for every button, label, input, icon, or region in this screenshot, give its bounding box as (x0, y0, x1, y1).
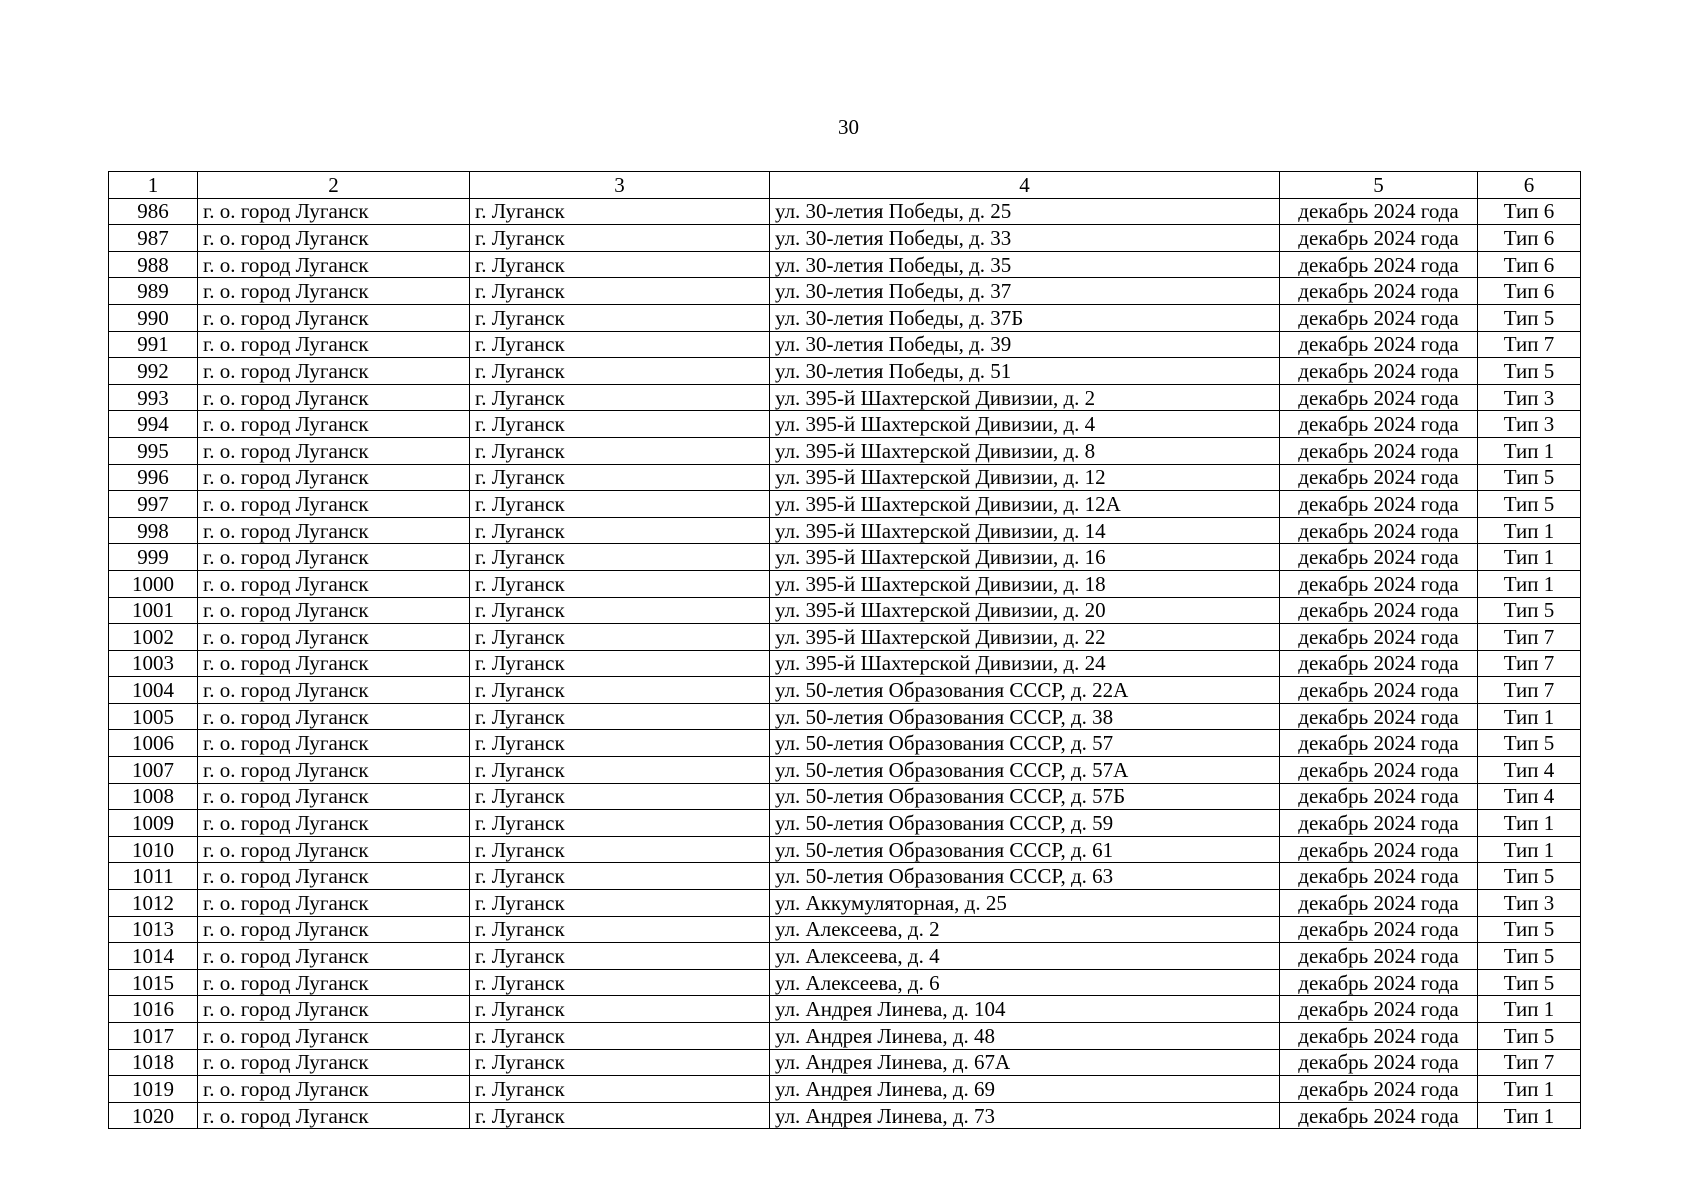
type-cell: Тип 1 (1478, 544, 1581, 571)
district-cell: г. о. город Луганск (198, 730, 470, 757)
row-number-cell: 1004 (109, 677, 198, 704)
district-cell: г. о. город Луганск (198, 570, 470, 597)
date-cell: декабрь 2024 года (1280, 996, 1478, 1023)
table-row (109, 464, 1581, 491)
city-cell: г. Луганск (470, 943, 770, 970)
type-cell: Тип 6 (1478, 251, 1581, 278)
table-row (109, 1023, 1581, 1050)
type-cell: Тип 3 (1478, 890, 1581, 917)
date-cell: декабрь 2024 года (1280, 517, 1478, 544)
row-number-cell: 1005 (109, 703, 198, 730)
type-cell: Тип 1 (1478, 1076, 1581, 1103)
district-cell: г. о. город Луганск (198, 437, 470, 464)
column-header: 2 (198, 172, 470, 199)
address-cell: ул. 30-летия Победы, д. 35 (770, 251, 1280, 278)
type-cell: Тип 4 (1478, 757, 1581, 784)
district-cell: г. о. город Луганск (198, 624, 470, 651)
table-row (109, 384, 1581, 411)
city-cell: г. Луганск (470, 810, 770, 837)
district-cell: г. о. город Луганск (198, 278, 470, 305)
table-body (109, 198, 1581, 1129)
date-cell: декабрь 2024 года (1280, 1023, 1478, 1050)
table-row (109, 890, 1581, 917)
date-cell: декабрь 2024 года (1280, 730, 1478, 757)
date-cell: декабрь 2024 года (1280, 757, 1478, 784)
type-cell: Тип 3 (1478, 384, 1581, 411)
table-row (109, 1102, 1581, 1129)
type-cell: Тип 5 (1478, 1023, 1581, 1050)
city-cell: г. Луганск (470, 225, 770, 252)
row-number-cell: 996 (109, 464, 198, 491)
date-cell: декабрь 2024 года (1280, 810, 1478, 837)
city-cell: г. Луганск (470, 570, 770, 597)
address-cell: ул. 50-летия Образования СССР, д. 38 (770, 703, 1280, 730)
address-cell: ул. 395-й Шахтерской Дивизии, д. 14 (770, 517, 1280, 544)
date-cell: декабрь 2024 года (1280, 597, 1478, 624)
row-number-cell: 1000 (109, 570, 198, 597)
row-number-cell: 993 (109, 384, 198, 411)
district-cell: г. о. город Луганск (198, 757, 470, 784)
date-cell: декабрь 2024 года (1280, 1102, 1478, 1129)
table-row (109, 916, 1581, 943)
city-cell: г. Луганск (470, 757, 770, 784)
city-cell: г. Луганск (470, 251, 770, 278)
table-row (109, 491, 1581, 518)
column-header: 5 (1280, 172, 1478, 199)
date-cell: декабрь 2024 года (1280, 836, 1478, 863)
row-number-cell: 997 (109, 491, 198, 518)
table-header (109, 172, 1581, 199)
row-number-cell: 1019 (109, 1076, 198, 1103)
address-cell: ул. 30-летия Победы, д. 51 (770, 358, 1280, 385)
district-cell: г. о. город Луганск (198, 597, 470, 624)
address-cell: ул. Алексеева, д. 6 (770, 969, 1280, 996)
date-cell: декабрь 2024 года (1280, 1049, 1478, 1076)
type-cell: Тип 5 (1478, 491, 1581, 518)
table-row (109, 996, 1581, 1023)
row-number-cell: 1016 (109, 996, 198, 1023)
date-cell: декабрь 2024 года (1280, 464, 1478, 491)
district-cell: г. о. город Луганск (198, 863, 470, 890)
district-cell: г. о. город Луганск (198, 783, 470, 810)
table-row (109, 943, 1581, 970)
address-cell: ул. Алексеева, д. 4 (770, 943, 1280, 970)
date-cell: декабрь 2024 года (1280, 198, 1478, 225)
address-cell: ул. Андрея Линева, д. 69 (770, 1076, 1280, 1103)
type-cell: Тип 5 (1478, 304, 1581, 331)
table-row (109, 624, 1581, 651)
row-number-cell: 1002 (109, 624, 198, 651)
table-row (109, 517, 1581, 544)
column-header: 4 (770, 172, 1280, 199)
row-number-cell: 1011 (109, 863, 198, 890)
column-header: 6 (1478, 172, 1581, 199)
row-number-cell: 1006 (109, 730, 198, 757)
address-cell: ул. 395-й Шахтерской Дивизии, д. 20 (770, 597, 1280, 624)
date-cell: декабрь 2024 года (1280, 943, 1478, 970)
city-cell: г. Луганск (470, 331, 770, 358)
date-cell: декабрь 2024 года (1280, 251, 1478, 278)
table-row (109, 544, 1581, 571)
row-number-cell: 999 (109, 544, 198, 571)
row-number-cell: 995 (109, 437, 198, 464)
district-cell: г. о. город Луганск (198, 890, 470, 917)
column-header: 1 (109, 172, 198, 199)
type-cell: Тип 7 (1478, 624, 1581, 651)
address-cell: ул. Андрея Линева, д. 48 (770, 1023, 1280, 1050)
type-cell: Тип 1 (1478, 1102, 1581, 1129)
address-cell: ул. 30-летия Победы, д. 37 (770, 278, 1280, 305)
table-row (109, 863, 1581, 890)
district-cell: г. о. город Луганск (198, 969, 470, 996)
type-cell: Тип 3 (1478, 411, 1581, 438)
address-cell: ул. 395-й Шахтерской Дивизии, д. 16 (770, 544, 1280, 571)
row-number-cell: 1017 (109, 1023, 198, 1050)
address-cell: ул. 395-й Шахтерской Дивизии, д. 2 (770, 384, 1280, 411)
type-cell: Тип 6 (1478, 198, 1581, 225)
table-row (109, 597, 1581, 624)
city-cell: г. Луганск (470, 890, 770, 917)
district-cell: г. о. город Луганск (198, 358, 470, 385)
district-cell: г. о. город Луганск (198, 384, 470, 411)
address-cell: ул. 50-летия Образования СССР, д. 57 (770, 730, 1280, 757)
table-row (109, 304, 1581, 331)
district-cell: г. о. город Луганск (198, 836, 470, 863)
district-cell: г. о. город Луганск (198, 304, 470, 331)
city-cell: г. Луганск (470, 491, 770, 518)
row-number-cell: 991 (109, 331, 198, 358)
type-cell: Тип 5 (1478, 943, 1581, 970)
address-cell: ул. Андрея Линева, д. 73 (770, 1102, 1280, 1129)
district-cell: г. о. город Луганск (198, 517, 470, 544)
district-cell: г. о. город Луганск (198, 1076, 470, 1103)
date-cell: декабрь 2024 года (1280, 969, 1478, 996)
city-cell: г. Луганск (470, 969, 770, 996)
date-cell: декабрь 2024 года (1280, 703, 1478, 730)
date-cell: декабрь 2024 года (1280, 225, 1478, 252)
table-row (109, 1049, 1581, 1076)
city-cell: г. Луганск (470, 677, 770, 704)
address-cell: ул. 395-й Шахтерской Дивизии, д. 12А (770, 491, 1280, 518)
column-header: 3 (470, 172, 770, 199)
row-number-cell: 990 (109, 304, 198, 331)
type-cell: Тип 5 (1478, 464, 1581, 491)
type-cell: Тип 1 (1478, 810, 1581, 837)
table-row (109, 358, 1581, 385)
city-cell: г. Луганск (470, 783, 770, 810)
table-row (109, 757, 1581, 784)
district-cell: г. о. город Луганск (198, 677, 470, 704)
district-cell: г. о. город Луганск (198, 225, 470, 252)
type-cell: Тип 5 (1478, 730, 1581, 757)
date-cell: декабрь 2024 года (1280, 570, 1478, 597)
type-cell: Тип 7 (1478, 650, 1581, 677)
row-number-cell: 989 (109, 278, 198, 305)
type-cell: Тип 6 (1478, 225, 1581, 252)
date-cell: декабрь 2024 года (1280, 890, 1478, 917)
date-cell: декабрь 2024 года (1280, 783, 1478, 810)
row-number-cell: 1020 (109, 1102, 198, 1129)
address-cell: ул. 50-летия Образования СССР, д. 63 (770, 863, 1280, 890)
district-cell: г. о. город Луганск (198, 996, 470, 1023)
row-number-cell: 1015 (109, 969, 198, 996)
city-cell: г. Луганск (470, 996, 770, 1023)
table-row (109, 251, 1581, 278)
city-cell: г. Луганск (470, 1076, 770, 1103)
row-number-cell: 986 (109, 198, 198, 225)
address-cell: ул. 395-й Шахтерской Дивизии, д. 24 (770, 650, 1280, 677)
district-cell: г. о. город Луганск (198, 650, 470, 677)
type-cell: Тип 5 (1478, 916, 1581, 943)
district-cell: г. о. город Луганск (198, 411, 470, 438)
city-cell: г. Луганск (470, 1102, 770, 1129)
date-cell: декабрь 2024 года (1280, 278, 1478, 305)
district-cell: г. о. город Луганск (198, 810, 470, 837)
date-cell: декабрь 2024 года (1280, 863, 1478, 890)
type-cell: Тип 1 (1478, 570, 1581, 597)
date-cell: декабрь 2024 года (1280, 411, 1478, 438)
address-cell: ул. Алексеева, д. 2 (770, 916, 1280, 943)
table-row (109, 650, 1581, 677)
address-cell: ул. Андрея Линева, д. 104 (770, 996, 1280, 1023)
type-cell: Тип 5 (1478, 969, 1581, 996)
address-cell: ул. 30-летия Победы, д. 33 (770, 225, 1280, 252)
address-cell: ул. 30-летия Победы, д. 25 (770, 198, 1280, 225)
district-cell: г. о. город Луганск (198, 544, 470, 571)
page-number: 30 (838, 115, 859, 139)
row-number-cell: 1003 (109, 650, 198, 677)
address-cell: ул. 30-летия Победы, д. 39 (770, 331, 1280, 358)
date-cell: декабрь 2024 года (1280, 650, 1478, 677)
table-row (109, 677, 1581, 704)
type-cell: Тип 6 (1478, 278, 1581, 305)
table-row (109, 198, 1581, 225)
city-cell: г. Луганск (470, 304, 770, 331)
city-cell: г. Луганск (470, 624, 770, 651)
district-cell: г. о. город Луганск (198, 331, 470, 358)
date-cell: декабрь 2024 года (1280, 304, 1478, 331)
city-cell: г. Луганск (470, 650, 770, 677)
district-cell: г. о. город Луганск (198, 198, 470, 225)
address-cell: ул. 395-й Шахтерской Дивизии, д. 8 (770, 437, 1280, 464)
city-cell: г. Луганск (470, 544, 770, 571)
table-row (109, 411, 1581, 438)
type-cell: Тип 1 (1478, 836, 1581, 863)
type-cell: Тип 5 (1478, 597, 1581, 624)
type-cell: Тип 7 (1478, 331, 1581, 358)
district-cell: г. о. город Луганск (198, 464, 470, 491)
type-cell: Тип 7 (1478, 677, 1581, 704)
table-row (109, 1076, 1581, 1103)
city-cell: г. Луганск (470, 384, 770, 411)
table-row (109, 278, 1581, 305)
date-cell: декабрь 2024 года (1280, 677, 1478, 704)
header-row (109, 172, 1581, 199)
address-cell: ул. 30-летия Победы, д. 37Б (770, 304, 1280, 331)
table-row (109, 969, 1581, 996)
city-cell: г. Луганск (470, 278, 770, 305)
address-cell: ул. 395-й Шахтерской Дивизии, д. 12 (770, 464, 1280, 491)
table-row (109, 331, 1581, 358)
address-cell: ул. Андрея Линева, д. 67А (770, 1049, 1280, 1076)
address-cell: ул. 50-летия Образования СССР, д. 57А (770, 757, 1280, 784)
type-cell: Тип 7 (1478, 1049, 1581, 1076)
city-cell: г. Луганск (470, 916, 770, 943)
address-cell: ул. 50-летия Образования СССР, д. 22А (770, 677, 1280, 704)
type-cell: Тип 1 (1478, 996, 1581, 1023)
city-cell: г. Луганск (470, 358, 770, 385)
city-cell: г. Луганск (470, 703, 770, 730)
table-row (109, 703, 1581, 730)
address-cell: ул. 395-й Шахтерской Дивизии, д. 18 (770, 570, 1280, 597)
date-cell: декабрь 2024 года (1280, 384, 1478, 411)
date-cell: декабрь 2024 года (1280, 331, 1478, 358)
table-row (109, 730, 1581, 757)
row-number-cell: 1009 (109, 810, 198, 837)
address-cell: ул. 50-летия Образования СССР, д. 61 (770, 836, 1280, 863)
city-cell: г. Луганск (470, 836, 770, 863)
address-cell: ул. 50-летия Образования СССР, д. 57Б (770, 783, 1280, 810)
table-row (109, 437, 1581, 464)
row-number-cell: 998 (109, 517, 198, 544)
row-number-cell: 988 (109, 251, 198, 278)
table-row (109, 836, 1581, 863)
city-cell: г. Луганск (470, 863, 770, 890)
row-number-cell: 1014 (109, 943, 198, 970)
city-cell: г. Луганск (470, 597, 770, 624)
city-cell: г. Луганск (470, 1023, 770, 1050)
row-number-cell: 992 (109, 358, 198, 385)
date-cell: декабрь 2024 года (1280, 358, 1478, 385)
date-cell: декабрь 2024 года (1280, 491, 1478, 518)
district-cell: г. о. город Луганск (198, 1023, 470, 1050)
table-row (109, 810, 1581, 837)
row-number-cell: 994 (109, 411, 198, 438)
city-cell: г. Луганск (470, 198, 770, 225)
date-cell: декабрь 2024 года (1280, 916, 1478, 943)
city-cell: г. Луганск (470, 464, 770, 491)
district-cell: г. о. город Луганск (198, 916, 470, 943)
date-cell: декабрь 2024 года (1280, 624, 1478, 651)
row-number-cell: 987 (109, 225, 198, 252)
district-cell: г. о. город Луганск (198, 251, 470, 278)
row-number-cell: 1018 (109, 1049, 198, 1076)
type-cell: Тип 5 (1478, 863, 1581, 890)
row-number-cell: 1010 (109, 836, 198, 863)
table-row (109, 783, 1581, 810)
type-cell: Тип 4 (1478, 783, 1581, 810)
type-cell: Тип 5 (1478, 358, 1581, 385)
type-cell: Тип 1 (1478, 517, 1581, 544)
district-cell: г. о. город Луганск (198, 943, 470, 970)
row-number-cell: 1008 (109, 783, 198, 810)
city-cell: г. Луганск (470, 1049, 770, 1076)
address-cell: ул. Аккумуляторная, д. 25 (770, 890, 1280, 917)
date-cell: декабрь 2024 года (1280, 1076, 1478, 1103)
address-cell: ул. 395-й Шахтерской Дивизии, д. 4 (770, 411, 1280, 438)
address-cell: ул. 50-летия Образования СССР, д. 59 (770, 810, 1280, 837)
type-cell: Тип 1 (1478, 437, 1581, 464)
address-cell: ул. 395-й Шахтерской Дивизии, д. 22 (770, 624, 1280, 651)
date-cell: декабрь 2024 года (1280, 544, 1478, 571)
row-number-cell: 1007 (109, 757, 198, 784)
city-cell: г. Луганск (470, 411, 770, 438)
row-number-cell: 1013 (109, 916, 198, 943)
city-cell: г. Луганск (470, 730, 770, 757)
district-cell: г. о. город Луганск (198, 491, 470, 518)
district-cell: г. о. город Луганск (198, 1102, 470, 1129)
table-row (109, 570, 1581, 597)
district-cell: г. о. город Луганск (198, 703, 470, 730)
city-cell: г. Луганск (470, 517, 770, 544)
row-number-cell: 1012 (109, 890, 198, 917)
city-cell: г. Луганск (470, 437, 770, 464)
district-cell: г. о. город Луганск (198, 1049, 470, 1076)
type-cell: Тип 1 (1478, 703, 1581, 730)
registry-table (108, 171, 1581, 1129)
row-number-cell: 1001 (109, 597, 198, 624)
date-cell: декабрь 2024 года (1280, 437, 1478, 464)
table-row (109, 225, 1581, 252)
